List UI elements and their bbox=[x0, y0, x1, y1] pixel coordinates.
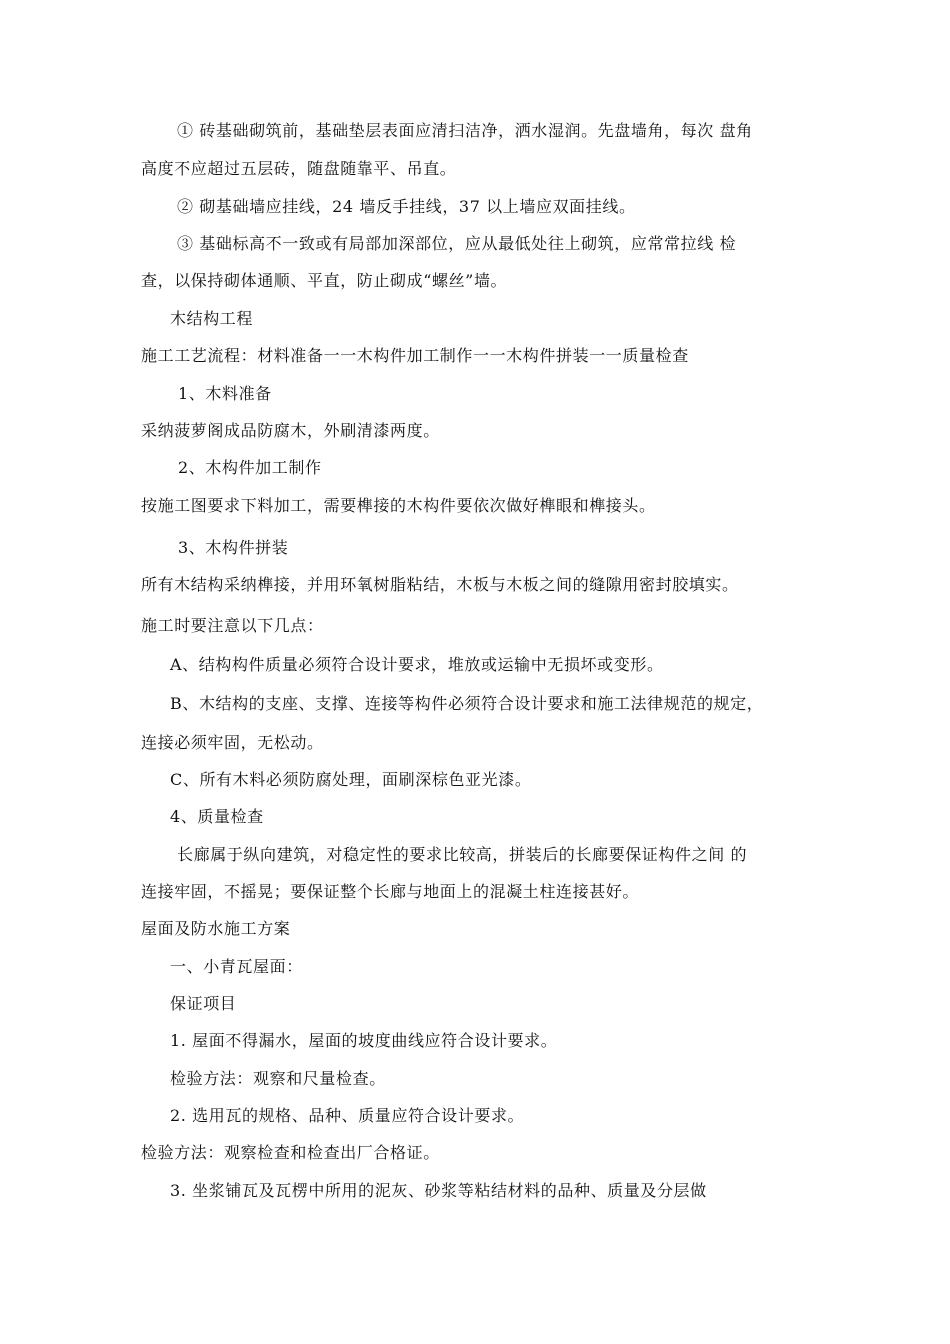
section-heading: 屋面及防水施工方案 bbox=[141, 919, 291, 938]
subsection-heading: 一、小青瓦屋面： bbox=[170, 957, 303, 976]
paragraph-line: 2. 选用瓦的规格、品种、质量应符合设计要求。 bbox=[170, 1106, 525, 1125]
paragraph-line: 1. 屋面不得漏水，屋面的坡度曲线应符合设计要求。 bbox=[170, 1031, 558, 1050]
paragraph-line: ① 砖基础砌筑前，基础垫层表面应清扫洁净，洒水湿润。先盘墙角，每次 盘角 bbox=[177, 121, 753, 140]
paragraph-line: 所有木结构采纳榫接，并用环氧树脂粘结，木板与木板之间的缝隙用密封胶填实。 bbox=[141, 575, 739, 594]
paragraph-line: 连接必须牢固，无松动。 bbox=[141, 733, 324, 752]
subsection-heading: 3、木构件拼装 bbox=[178, 538, 289, 557]
subsection-heading: 2、木构件加工制作 bbox=[178, 458, 322, 477]
paragraph-line: 施工工艺流程：材料准备一一木构件加工制作一一木构件拼装一一质量检查 bbox=[141, 346, 689, 365]
paragraph-line: 长廊属于纵向建筑，对稳定性的要求比较高，拼装后的长廊要保证构件之间 的 bbox=[177, 845, 748, 864]
subsection-heading: 4、质量检查 bbox=[170, 807, 264, 826]
subsection-heading: 保证项目 bbox=[170, 994, 237, 1013]
paragraph-line: B、木结构的支座、支撑、连接等构件必须符合设计要求和施工法律规范的规定， bbox=[170, 694, 764, 713]
paragraph-line: 检验方法：观察和尺量检查。 bbox=[170, 1069, 386, 1088]
paragraph-line: 3. 坐浆铺瓦及瓦楞中所用的泥灰、砂浆等粘结材料的品种、质量及分层做 bbox=[170, 1181, 707, 1200]
paragraph-line: 连接牢固，不摇晃；要保证整个长廊与地面上的混凝土柱连接甚好。 bbox=[141, 882, 640, 901]
paragraph-line: 高度不应超过五层砖，随盘随靠平、吊直。 bbox=[141, 159, 457, 178]
paragraph-line: 检验方法：观察检查和检查出厂合格证。 bbox=[141, 1143, 440, 1162]
paragraph-line: C、所有木料必须防腐处理，面刷深棕色亚光漆。 bbox=[170, 770, 532, 789]
paragraph-line: ② 砌基础墙应挂线，24 墙反手挂线，37 以上墙应双面挂线。 bbox=[177, 197, 636, 216]
paragraph-line: 查，以保持砌体通顺、平直，防止砌成“螺丝”墙。 bbox=[141, 271, 508, 290]
paragraph-line: 施工时要注意以下几点： bbox=[141, 616, 324, 635]
paragraph-line: 采纳菠萝阁成品防腐木，外刷清漆两度。 bbox=[141, 421, 440, 440]
subsection-heading: 1、木料准备 bbox=[178, 384, 272, 403]
paragraph-line: ③ 基础标高不一致或有局部加深部位，应从最低处往上砌筑，应常常拉线 检 bbox=[177, 234, 737, 253]
section-heading: 木结构工程 bbox=[170, 309, 254, 328]
paragraph-line: A、结构构件质量必须符合设计要求，堆放或运输中无损坏或变形。 bbox=[170, 655, 664, 674]
paragraph-line: 按施工图要求下料加工，需要榫接的木构件要依次做好榫眼和榫接头。 bbox=[141, 496, 656, 515]
